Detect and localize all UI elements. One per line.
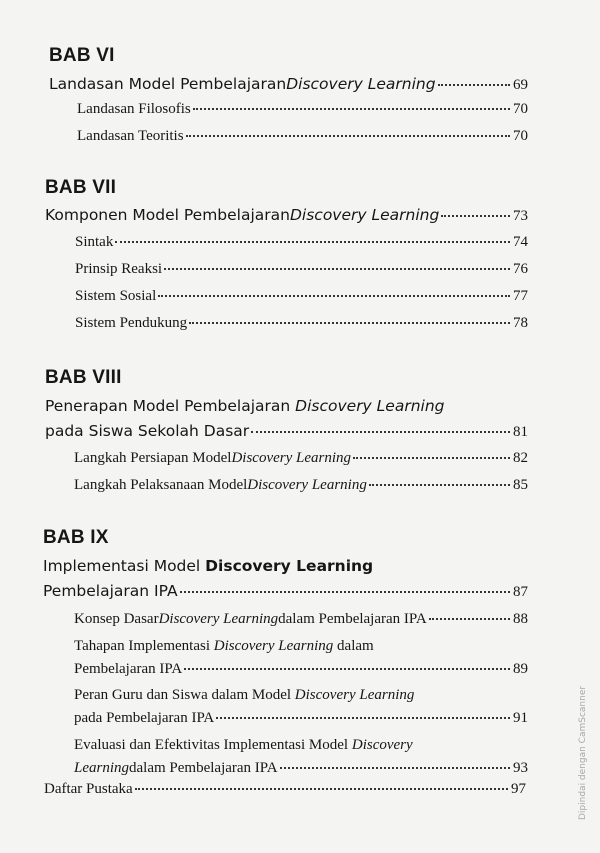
dot-leader [158,294,510,297]
toc-entry[interactable]: Sistem Pendukung 78 [75,315,528,331]
toc-entry-chapter[interactable]: pada Siswa Sekolah Dasar 81 [45,422,528,440]
toc-entry-line: Peran Guru dan Siswa dalam Model Discovery Learning [74,687,415,703]
dot-leader [251,430,510,433]
toc-entry[interactable]: Sistem Sosial 77 [75,288,528,304]
toc-entry-chapter[interactable]: Landasan Model Pembelajaran Discovery Learning 69 [49,75,528,93]
toc-entry[interactable]: Konsep Dasar Discovery Learning dalam Pembelajaran IPA 88 [74,611,528,627]
toc-entry[interactable]: Learning dalam Pembelajaran IPA 93 [74,760,528,776]
toc-entry[interactable]: Prinsip Reaksi 76 [75,261,528,277]
page-number: 89 [513,661,528,677]
page-number: 70 [513,128,528,144]
chapter-heading: BAB IX [43,527,109,548]
page-number: 97 [511,781,526,797]
page-number: 82 [513,450,528,466]
toc-entry[interactable]: Langkah Pelaksanaan Model Discovery Learning 85 [74,477,528,493]
scanner-watermark: Dipindai dengan CamScanner [578,685,588,820]
page-number: 93 [513,760,528,776]
toc-entry[interactable]: Sintak 74 [75,234,528,250]
dot-leader [429,617,510,620]
dot-leader [193,107,510,110]
page-number: 73 [513,208,528,224]
page-number: 78 [513,315,528,331]
dot-leader [164,267,510,270]
toc-entry[interactable]: Landasan Filosofis 70 [77,101,528,117]
chapter-heading: BAB VI [49,45,115,66]
dot-leader [280,766,510,769]
toc-entry-line: Implementasi Model Discovery Learning [43,557,374,575]
page-number: 74 [513,234,528,250]
page-number: 87 [513,584,528,600]
page-number: 88 [513,611,528,627]
toc-entry-line: Evaluasi dan Efektivitas Implementasi Model Discovery [74,737,413,753]
dot-leader [184,667,510,670]
dot-leader [369,483,510,486]
toc-entry[interactable]: Langkah Persiapan Model Discovery Learning 82 [74,450,528,466]
page-number: 70 [513,101,528,117]
page-number: 85 [513,477,528,493]
dot-leader [441,214,510,217]
chapter-heading: BAB VIII [45,367,122,388]
toc-entry[interactable]: Pembelajaran IPA 89 [74,661,528,677]
dot-leader [135,787,508,790]
dot-leader [115,240,510,243]
toc-entry-bibliography[interactable]: Daftar Pustaka 97 [44,781,526,797]
page-number: 91 [513,710,528,726]
dot-leader [180,590,510,593]
dot-leader [189,321,510,324]
toc-entry-line: Penerapan Model Pembelajaran Discovery Learning [45,397,445,415]
toc-entry[interactable]: pada Pembelajaran IPA 91 [74,710,528,726]
dot-leader [216,716,510,719]
toc-entry-chapter[interactable]: Komponen Model Pembelajaran Discovery Learning 73 [45,206,528,224]
page-number: 76 [513,261,528,277]
toc-entry-chapter[interactable]: Pembelajaran IPA 87 [43,582,528,600]
dot-leader [353,456,510,459]
dot-leader [438,83,510,86]
toc-entry-line: Tahapan Implementasi Discovery Learning dalam [74,638,374,654]
toc-entry[interactable]: Landasan Teoritis 70 [77,128,528,144]
chapter-heading: BAB VII [45,177,117,198]
dot-leader [186,134,510,137]
page-number: 69 [513,77,528,93]
page-number: 81 [513,424,528,440]
page-number: 77 [513,288,528,304]
